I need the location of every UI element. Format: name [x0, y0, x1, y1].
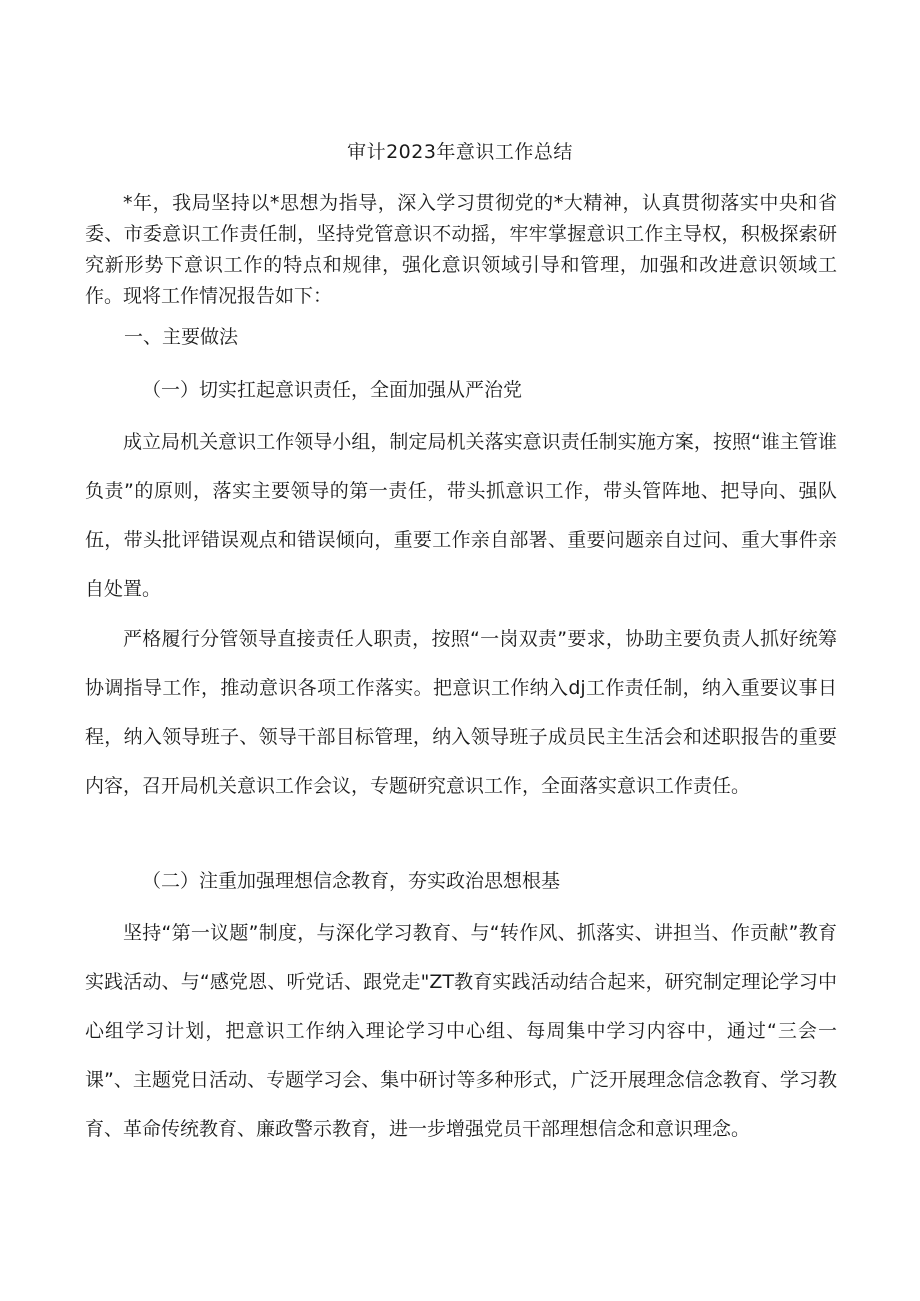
body-paragraph: 严格履行分管领导直接责任人职责，按照“一岗双责”要求，协助主要负责人抓好统筹协调指导工作，推动意识各项工作落实。把意识工作纳入dj工作责任制，纳入重要议事日程，纳入领导班子、领导干部目标管理，纳入领导班子成员民主生活会和述职报告的重要内容，召开局机关意识工作会议，专题研究意识工作，全面落实意识工作责任。 [85, 628, 837, 797]
body-paragraph: 成立局机关意识工作领导小组，制定局机关落实意识责任制实施方案，按照“谁主管谁负责”的原则，落实主要领导的第一责任，带头抓意识工作，带头管阵地、把导向、强队伍，带头批评错误观点和错误倾向，重要工作亲自部署、重要问题亲自过问、重大事件亲自处置。 [85, 431, 837, 600]
section-heading-main-practices: 一、主要做法 [124, 326, 239, 348]
subsection-heading-responsibility: （一）切实扛起意识责任，全面加强从严治党 [142, 379, 523, 401]
intro-paragraph: *年，我局坚持以*思想为指导，深入学习贯彻党的*大精神，认真贯彻落实中央和省委、市委意识工作责任制，坚持党管意识不动摇，牢牢掌握意识工作主导权，积极探索研究新形势下意识工作的特点和规律，强化意识领域引导和管理，加强和改进意识领域工作。现将工作情况报告如下： [85, 192, 837, 307]
subsection-heading-ideals-education: （二）注重加强理想信念教育，夯实政治思想根基 [142, 870, 561, 892]
document-title: 审计2023年意识工作总结 [347, 141, 573, 163]
body-paragraph: 坚持“第一议题”制度，与深化学习教育、与“转作风、抓落实、讲担当、作贡献”教育实践活动、与“感党恩、听党话、跟党走"ZT教育实践活动结合起来，研究制定理论学习中心组学习计划，把意识工作纳入理论学习中心组、每周集中学习内容中，通过“三会一课”、主题党日活动、专题学习会、集中研讨等多种形式，广泛开展理念信念教育、学习教育、革命传统教育、廉政警示教育，进一步增强党员干部理想信念和意识理念。 [85, 922, 837, 1140]
